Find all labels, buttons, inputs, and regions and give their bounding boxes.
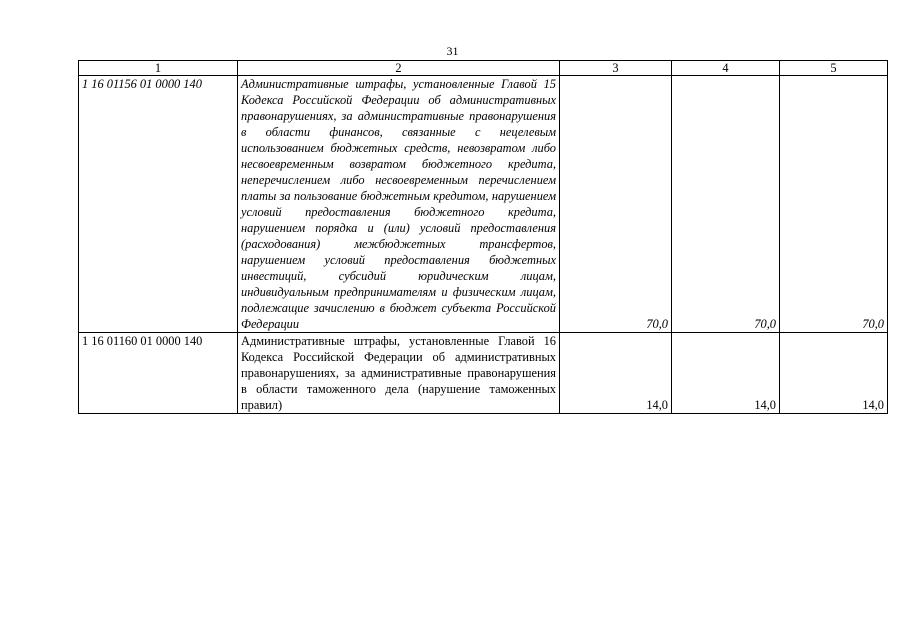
table-row	[79, 76, 888, 333]
header-col-3: 3	[560, 61, 672, 76]
table-row	[79, 333, 888, 414]
header-col-1: 1	[79, 61, 238, 76]
row-description: Административные штрафы, установленные Главой 15 Кодекса Российской Федерации об административных правонарушениях, за административные правонарушения в области финансов, связанные с нецелевым использованием бюджетных средств, невозвратом либо несвоевременным возвратом бюджетного кредита, неперечислением либо несвоевременным перечислением платы за пользование бюджетным кредитом, нарушением условий предоставления бюджетного кредита, нарушением порядка и (или) условий предоставления (расходования) межбюджетных трансфертов, нарушением условий предоставления бюджетных инвестиций, субсидий юридическим лицам, индивидуальным предпринимателям и физическим лицам, подлежащие зачислению в бюджет субъекта Российской Федерации	[238, 76, 560, 333]
header-col-4: 4	[672, 61, 780, 76]
row-value-col5: 14,0	[780, 333, 888, 414]
row-description: Административные штрафы, установленные Главой 16 Кодекса Российской Федерации об административных правонарушениях, за административные правонарушения в области таможенного дела (нарушение таможенных правил)	[238, 333, 560, 414]
header-col-2: 2	[238, 61, 560, 76]
page-number: 31	[446, 44, 459, 58]
row-code: 1 16 01160 01 0000 140	[79, 333, 238, 414]
row-code: 1 16 01156 01 0000 140	[79, 76, 238, 333]
budget-table	[78, 60, 888, 414]
header-col-5: 5	[780, 61, 888, 76]
row-value-col5: 70,0	[780, 76, 888, 333]
row-value-col3: 70,0	[560, 76, 672, 333]
header-row	[79, 61, 888, 76]
row-value-col4: 70,0	[672, 76, 780, 333]
row-value-col3: 14,0	[560, 333, 672, 414]
row-value-col4: 14,0	[672, 333, 780, 414]
